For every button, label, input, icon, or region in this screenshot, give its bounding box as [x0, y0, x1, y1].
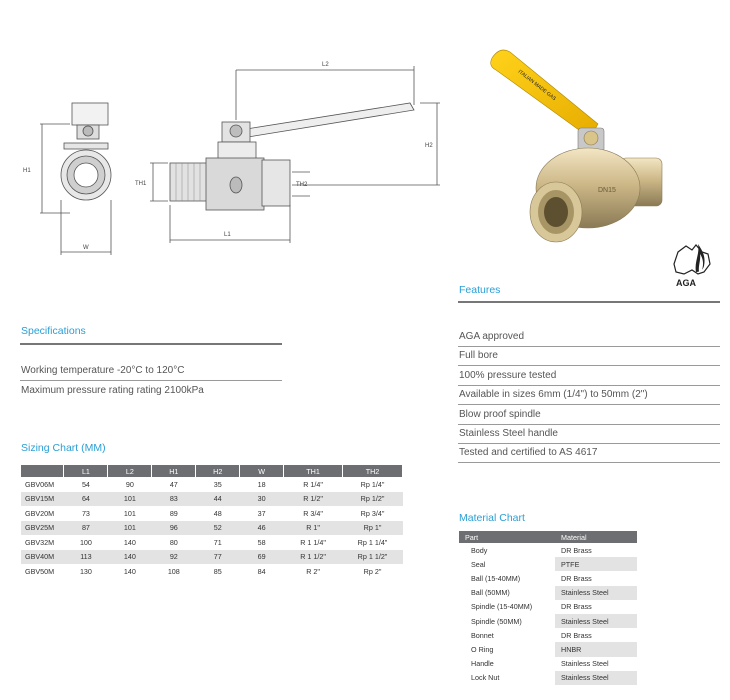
sizing-cell: 100 [79, 537, 92, 547]
material-value-cell: Stainless Steel [561, 659, 609, 669]
material-row [459, 614, 637, 628]
material-chart-table [459, 531, 637, 685]
sizing-column-header: L1 [64, 465, 108, 477]
technical-drawing [0, 0, 450, 260]
spec-line-temperature: Working temperature -20°C to 120°C [21, 365, 185, 376]
sizing-column-header [21, 465, 64, 477]
sizing-cell: R 3/4" [303, 508, 323, 518]
material-row [459, 571, 637, 585]
feature-rule [458, 404, 720, 405]
material-row [459, 657, 637, 671]
sizing-row [21, 521, 403, 536]
sizing-cell: 54 [81, 479, 90, 489]
sizing-cell: Rp 1/4" [360, 479, 385, 489]
sizing-cell: 140 [123, 537, 136, 547]
material-part-cell: Seal [459, 557, 555, 571]
sizing-cell: 30 [240, 492, 284, 507]
sizing-cell: 130 [79, 566, 92, 576]
material-column-header: Material [555, 531, 637, 543]
feature-item: Stainless Steel handle [459, 428, 558, 439]
material-row [459, 628, 637, 642]
material-part-cell: Bonnet [471, 630, 494, 640]
material-part-cell: Spindle (50MM) [459, 614, 555, 628]
spec-line-pressure: Maximum pressure rating rating 2100kPa [21, 385, 204, 396]
feature-rule [458, 462, 720, 463]
sizing-cell: 84 [257, 566, 266, 576]
dim-label-h1: H1 [23, 168, 31, 174]
specifications-heading-rule [20, 343, 282, 345]
feature-rule [458, 443, 720, 444]
sizing-cell: 90 [125, 479, 134, 489]
material-part-cell: Lock Nut [459, 671, 555, 685]
sizing-cell: 46 [240, 521, 284, 536]
sizing-cell: Rp 1 1/4" [357, 537, 388, 547]
sizing-cell: R 1/4" [303, 479, 323, 489]
material-row [459, 642, 637, 656]
material-value-cell: PTFE [555, 557, 637, 571]
material-row [459, 557, 637, 571]
feature-item: Available in sizes 6mm (1/4") to 50mm (2") [459, 389, 648, 401]
body-text: DN15 [598, 187, 616, 194]
material-value-cell: DR Brass [561, 602, 592, 612]
sizing-cell: 83 [152, 492, 196, 507]
dim-label-l2: L2 [322, 62, 329, 68]
feature-item: AGA approved [459, 331, 525, 342]
material-row [459, 586, 637, 600]
material-value-cell: DR Brass [561, 630, 592, 640]
material-chart-heading: Material Chart [459, 512, 525, 524]
sizing-cell: Rp 1 1/2" [343, 550, 403, 565]
feature-item: Full bore [459, 350, 498, 362]
features-heading-rule [458, 301, 720, 303]
sizing-row [21, 477, 403, 492]
sizing-cell: 71 [213, 537, 222, 547]
feature-item: Tested and certified to AS 4617 [459, 447, 598, 459]
sizing-cell: R 1/2" [284, 492, 343, 507]
material-row [459, 543, 637, 557]
feature-item: 100% pressure tested [459, 369, 557, 381]
sizing-row [21, 564, 403, 579]
sizing-cell: 89 [169, 508, 178, 518]
sizing-cell: GBV32M [25, 537, 55, 547]
sizing-column-header: TH1 [284, 465, 343, 477]
sizing-cell: GBV20M [25, 508, 55, 518]
feature-item: Blow proof spindle [459, 408, 541, 420]
sizing-row [21, 492, 403, 507]
dim-label-th1: TH1 [135, 181, 147, 187]
sizing-cell: R 1 1/4" [300, 537, 326, 547]
sizing-cell: Rp 3/4" [360, 508, 385, 518]
product-photo [470, 40, 690, 265]
sizing-cell: 92 [152, 550, 196, 565]
material-part-cell: Ball (15-40MM) [471, 573, 521, 583]
material-value-cell: HNBR [555, 642, 637, 656]
sizing-cell: Rp 1/2" [343, 492, 403, 507]
material-column-header: Part [459, 531, 555, 543]
material-part-cell: O Ring [459, 642, 555, 656]
sizing-cell: 47 [169, 479, 178, 489]
sizing-cell: 108 [167, 566, 180, 576]
sizing-cell: R 1" [284, 521, 343, 536]
material-part-cell: Ball (50MM) [459, 586, 555, 600]
specifications-heading: Specifications [21, 325, 86, 337]
aga-logo [668, 228, 718, 290]
sizing-chart-table [21, 465, 403, 579]
sizing-column-header: TH2 [343, 465, 403, 477]
features-heading: Features [459, 284, 501, 296]
sizing-cell: 140 [108, 550, 152, 565]
sizing-cell: R 1 1/2" [284, 550, 343, 565]
material-part-cell: Handle [471, 659, 494, 669]
material-part-cell: Spindle (15-40MM) [471, 602, 533, 612]
feature-rule [458, 385, 720, 386]
sizing-cell: 101 [108, 492, 152, 507]
material-value-cell: Stainless Steel [555, 671, 637, 685]
sizing-cell: 77 [196, 550, 240, 565]
sizing-cell: 87 [64, 521, 108, 536]
material-part-cell: Body [471, 545, 488, 555]
sizing-row [21, 550, 403, 565]
sizing-cell: GBV25M [21, 521, 64, 536]
sizing-cell: GBV40M [21, 550, 64, 565]
material-value-cell: DR Brass [561, 545, 592, 555]
sizing-cell: 52 [196, 521, 240, 536]
aga-mark-text: AGA [676, 278, 696, 288]
sizing-cell: 58 [257, 537, 266, 547]
material-row [459, 600, 637, 614]
dim-label-w: W [83, 245, 89, 251]
sizing-cell: Rp 1" [343, 521, 403, 536]
sizing-cell: 140 [123, 566, 136, 576]
sizing-cell: 73 [81, 508, 90, 518]
dim-label-h2: H2 [425, 143, 433, 149]
handle-text: ITALIAN MADE GAS [516, 68, 557, 103]
sizing-cell: 96 [152, 521, 196, 536]
sizing-cell: R 2" [306, 566, 320, 576]
sizing-cell: 18 [257, 479, 266, 489]
material-row [459, 671, 637, 685]
sizing-cell: 80 [169, 537, 178, 547]
sizing-cell: 37 [257, 508, 266, 518]
material-value-cell: Stainless Steel [555, 586, 637, 600]
feature-rule [458, 346, 720, 347]
dim-label-th2: TH2 [296, 182, 308, 188]
sizing-cell: 64 [64, 492, 108, 507]
sizing-chart-heading: Sizing Chart (MM) [21, 442, 106, 454]
sizing-cell: 101 [123, 508, 136, 518]
feature-rule [458, 365, 720, 366]
material-value-cell: DR Brass [561, 573, 592, 583]
sizing-cell: 85 [213, 566, 222, 576]
material-value-cell: Stainless Steel [555, 614, 637, 628]
feature-rule [458, 424, 720, 425]
sizing-cell: GBV06M [25, 479, 55, 489]
sizing-cell: GBV15M [21, 492, 64, 507]
sizing-cell: 69 [240, 550, 284, 565]
sizing-row [21, 506, 403, 521]
sizing-cell: 48 [213, 508, 222, 518]
sizing-row [21, 535, 403, 550]
sizing-column-header: H2 [196, 465, 240, 477]
sizing-column-header: W [240, 465, 284, 477]
sizing-cell: 113 [64, 550, 108, 565]
sizing-cell: Rp 2" [363, 566, 382, 576]
sizing-cell: 44 [196, 492, 240, 507]
sizing-column-header: L2 [108, 465, 152, 477]
dim-label-l1: L1 [224, 232, 231, 238]
sizing-column-header: H1 [152, 465, 196, 477]
spec-line-rule [20, 380, 282, 381]
sizing-cell: 101 [108, 521, 152, 536]
sizing-cell: GBV50M [25, 566, 55, 576]
sizing-cell: 35 [213, 479, 222, 489]
